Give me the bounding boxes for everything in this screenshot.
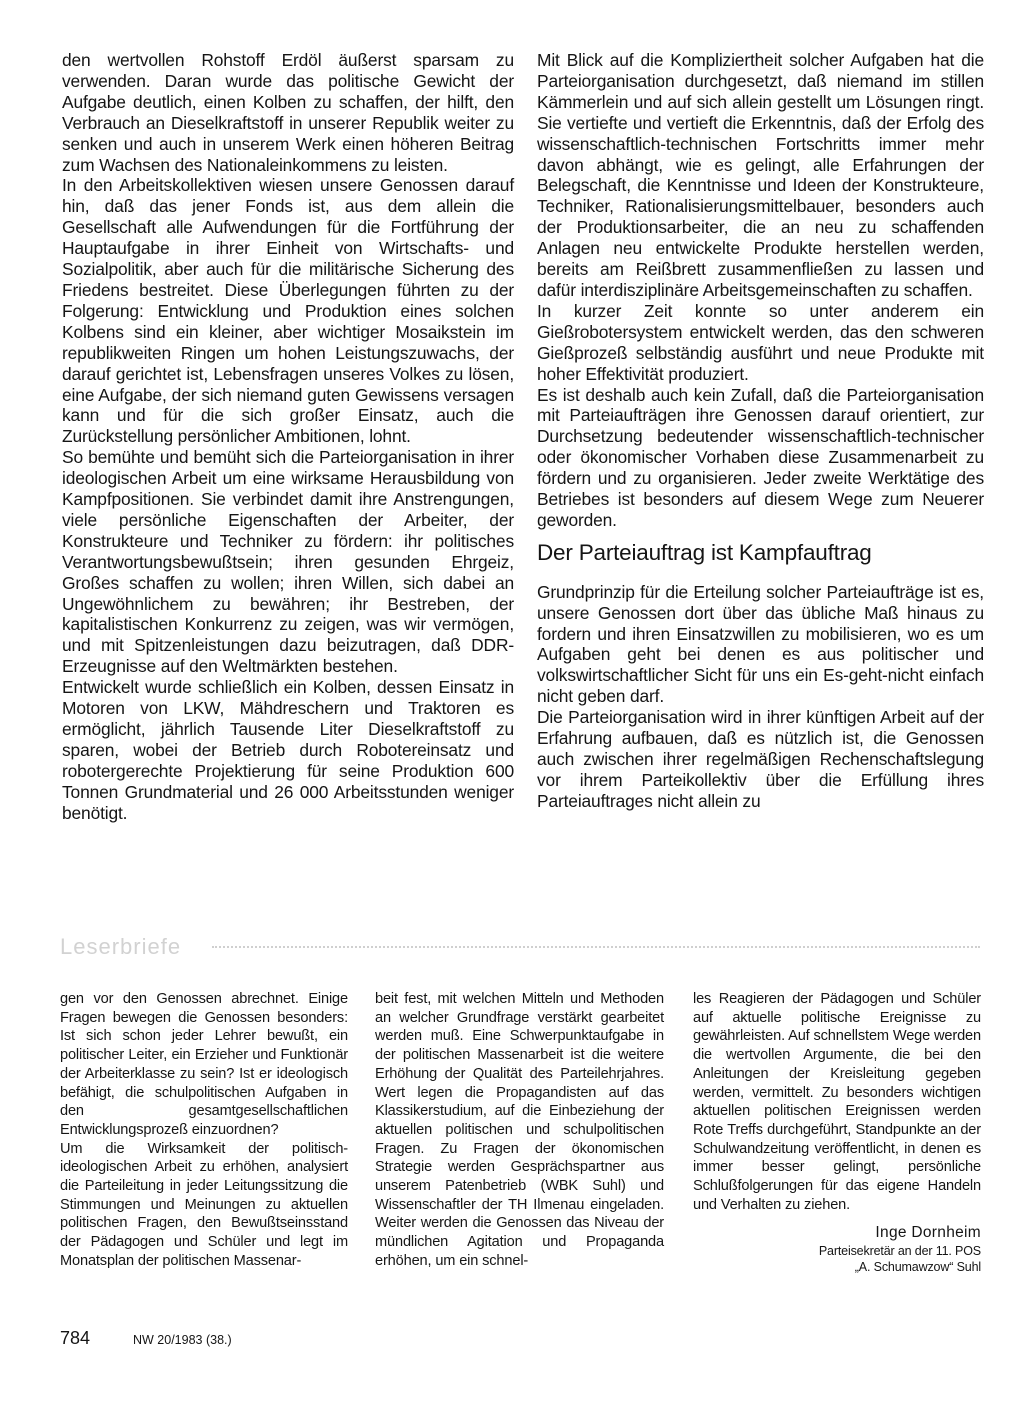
paragraph: Grundprinzip für die Erteilung solcher Parteiaufträge ist es, unsere Genossen dort über das übliche Maß hinaus zu fordern und ihren Einsatzwillen zu mobilisieren, wo es um Aufgaben geht bei denen es aus politischer und volkswirtschaftlicher Sicht für uns ein Es-geht-nicht einfach nicht geben darf. [537, 581, 984, 707]
paragraph: gen vor den Genossen abrechnet. Einige Fragen bewegen die Genossen besonders: Ist sich schon jeder Lehrer bewußt, ein politischer Leiter, ein Erzieher und Funktionär der Arbeiterklasse zu sein? Ist er ideologisch befähigt, die schulpolitischen Aufgaben in den gesamtgesellschaftlichen Entwicklungsprozeß einzuordnen? [60, 991, 348, 1138]
paragraph: beit fest, mit welchen Mitteln und Methoden an welcher Grundfrage verstärkt gearbeitet werden muß. Eine Schwerpunktaufgabe in der politischen Massenarbeit ist die weitere Erhöhung der Qualität des Parteilehrjahres. Wert legen die Propagandisten auf das Klassikerstudium, auf die Einbeziehung der aktuellen politischen und schulpolitischen Fragen. Zu Fragen der ökonomischen Strategie werden Gesprächspartner aus unserem Patenbetrieb (WBK Suhl) und Wissenschaftler der TH Ilmenau eingeladen. Weiter werden die Genossen das Niveau der mündlichen Agitation und Propaganda erhöhen, um ein schnel- [375, 991, 664, 1269]
letter-column-1 [60, 990, 348, 1271]
section-heading: Der Parteiauftrag ist Kampfauftrag [537, 539, 872, 565]
letter-column-2 [375, 990, 664, 1271]
author-school: „A. Schumawzow“ Suhl [854, 1260, 981, 1275]
author-role: Parteisekretär an der 11. POS [818, 1244, 981, 1259]
paragraph: Es ist deshalb auch kein Zufall, daß die Parteiorganisation mit Parteiaufträgen ihre Genossen darauf orientiert, zur Durchsetzung bedeutender wissenschaftlich-technischer oder ökonomischer Vorhaben diese Zusammenarbeit zu fördern und zu organisieren. Jeder zweite Werktätige des Betriebes ist besonders auf diesem Wege zum Neuerer geworden. [537, 384, 984, 530]
paragraph: In kurzer Zeit konnte so unter anderem ein Gießrobotersystem entwickelt werden, das den schweren Gießprozeß selbständig ausführt und neue Produkte mit hoher Effektivität produziert. [537, 300, 984, 384]
paragraph: Entwickelt wurde schließlich ein Kolben, dessen Einsatz in Motoren von LKW, Mähdreschern und Traktoren es ermöglicht, jährlich Tausende Liter Dieselkraftstoff zu sparen, wobei der Betrieb durch Robotereinsatz und robotergerechte Projektierung für seine Produktion 600 Tonnen Grundmaterial und 26 000 Arbeitsstunden weniger benötigt. [62, 677, 514, 823]
author-name: Inge Dornheim [875, 1224, 981, 1242]
paragraph: Mit Blick auf die Kompliziertheit solcher Aufgaben hat die Parteiorganisation durchgesetzt, daß niemand im stillen Kämmerlein und auf sich allein gestellt um Lösungen ringt. Sie vertiefte und vertieft die Erkenntnis, daß der Erfolg des wissenschaftlich-technischen Fortschritts immer mehr davon abhängt, wie es gelingt, alle Erfahrungen der Belegschaft, die Kenntnisse und Ideen der Konstrukteure, Techniker, Rationalisierungsmittelbauer, besonders auch der Produktionsarbeiter, die an neu zu schaffenden Anlagen neu entwickelte Produkte herstellen werden, bereits am Reißbrett zusammenfließen zu lassen und dafür interdisziplinäre Arbeitsgemeinschaften zu schaffen. [537, 50, 984, 300]
journal-reference: NW 20/1983 (38.) [133, 1333, 232, 1347]
article-column-left [62, 50, 514, 824]
paragraph: Die Parteiorganisation wird in ihrer künftigen Arbeit auf der Erfahrung aufbauen, daß es nützlich ist, die Genossen auch zwischen ihrer regelmäßigen Rechenschaftslegung vor ihrem Parteikollektiv über die Erfüllung ihres Parteiauftrages nicht allein zu [537, 707, 984, 811]
paragraph: In den Arbeitskollektiven wiesen unsere Genossen darauf hin, daß das jener Fonds ist, aus dem allein die Gesellschaft alle Aufwendungen für die Fortführung der Hauptaufgabe in ihrer Einheit von Wirtschafts- und Sozialpolitik, aber auch für die militärische Sicherung des Friedens bestreitet. Diese Überlegungen führten zu der Folgerung: Entwicklung und Produktion eines solchen Kolbens sind ein kleiner, aber wichtiger Mosaikstein im republikweiten Ringen um hohen Leistungszuwachs, der darauf gerichtet ist, Lebensfragen unseres Volkes zu lösen, eine Aufgabe, der sich niemand guten Gewissens versagen kann und für die sich großer Einsatz, auch die Zurückstellung persönlicher Ambitionen, lohnt. [62, 175, 514, 447]
letters-section-label: Leserbriefe [60, 934, 182, 959]
paragraph: den wertvollen Rohstoff Erdöl äußerst sparsam zu verwenden. Daran wurde das politische Gewicht der Aufgabe deutlich, einen Kolben zu schaffen, der hilft, den Verbrauch an Dieselkraftstoff in unserer Republik weiter zu senken und auch in unserem Werk einen höheren Beitrag zum Wachsen des Nationaleinkommens zu leisten. [62, 50, 514, 175]
page-number: 784 [60, 1328, 91, 1348]
paragraph: Um die Wirksamkeit der politisch-ideologischen Arbeit zu erhöhen, analysiert die Parteileitung in jeder Leitungssitzung die Stimmungen und Meinungen zu aktuellen politischen Fragen, den Bewußtseinsstand der Pädagogen und Schüler und legt im Monatsplan der politischen Massenar- [60, 1140, 348, 1269]
letter-column-3 [693, 990, 981, 1275]
paragraph: So bemühte und bemüht sich die Parteiorganisation in ihrer ideologischen Arbeit um eine wirksame Herausbildung von Kampfpositionen. Sie verbindet damit ihre Anstrengungen, viele persönliche Eigenschaften der Arbeiter, der Konstrukteure und Techniker zu fördern: ihr politisches Verantwortungsbewußtsein; ihren gesunden Ehrgeiz, Großes schaffen zu wollen; ihren Willen, sich dabei an Ungewöhnlichem zu bewähren; ihr Bestreben, der kapitalistischen Konkurrenz zu zeigen, was wir vermögen, und mit Spitzenleistungen dazu beizutragen, daß DDR-Erzeugnisse auf den Weltmärkten bestehen. [62, 447, 514, 677]
section-divider [212, 946, 980, 948]
article-column-right [537, 50, 984, 812]
paragraph: les Reagieren der Pädagogen und Schüler auf aktuelle politische Ereignisse zu gewährleisten. Auf schnellstem Wege werden die wertvollen Argumente, die bei den Anleitungen der Kreisleitung gegeben werden, vermittelt. Zu besonders wichtigen aktuellen politischen Ereignissen werden Rote Treffs durchgeführt, Standpunkte an der Schulwandzeitung veröffentlicht, in denen es immer besser gelingt, persönliche Schlußfolgerungen für das eigene Handeln und Verhalten zu ziehen. [693, 991, 981, 1213]
